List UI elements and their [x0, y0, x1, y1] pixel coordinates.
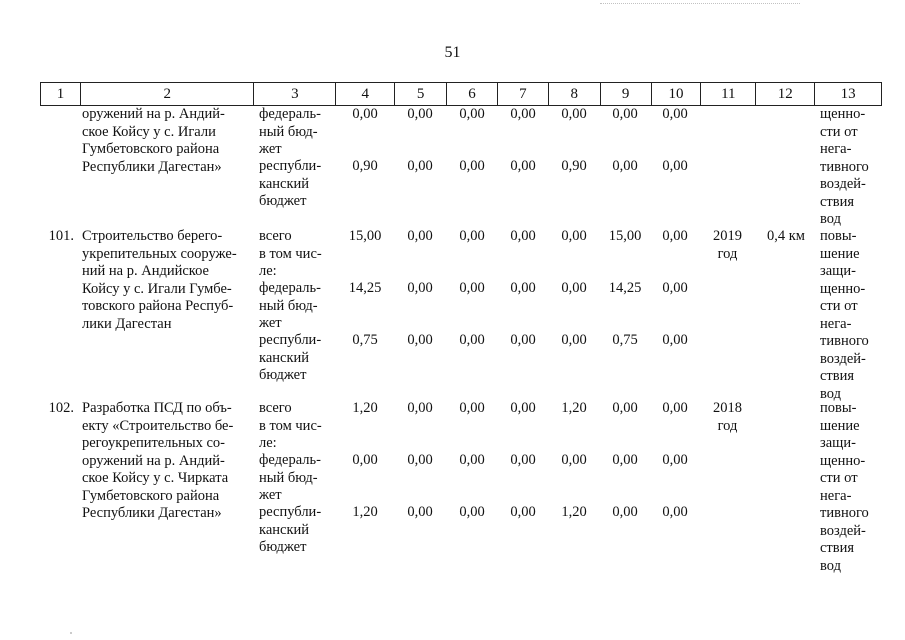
value-cell: 0,00	[510, 228, 536, 244]
header-col-9: 9	[601, 83, 652, 105]
value-cell: 0,00	[407, 400, 433, 416]
value-cell: 15,00	[608, 228, 642, 244]
value-cell: 0,00	[510, 332, 536, 348]
value-cell: 0,00	[459, 106, 485, 122]
row-description: Разработка ПСД по объ- екту «Строительство бе- регоукрепительных со- оружений на р. Андий- ское Койсу у с. Чирката Гумбетовского района Республики Дагестан»	[82, 400, 234, 521]
implementation-year: 2018 год	[713, 400, 742, 434]
value-cell: 15,00	[348, 228, 382, 244]
value-cell: 0,00	[407, 158, 433, 174]
value-cell: 0,00	[352, 106, 378, 122]
funding-source-label: республи- канский бюджет	[259, 158, 322, 209]
funding-source-label: всего в том чис- ле:	[259, 400, 322, 451]
expected-result: щенно- сти от нега- тивного воздей- ствия вод	[820, 106, 869, 227]
value-cell: 0,00	[407, 228, 433, 244]
value-cell: 0,00	[459, 452, 485, 468]
value-cell: 0,00	[662, 280, 688, 296]
header-col-5: 5	[395, 83, 447, 105]
funding-source-label: федераль- ный бюд- жет	[259, 280, 321, 331]
header-col-11: 11	[701, 83, 756, 105]
value-cell: 0,00	[612, 158, 638, 174]
value-cell: 0,00	[407, 106, 433, 122]
value-cell: 0,00	[612, 504, 638, 520]
funding-source-label: федераль- ный бюд- жет	[259, 106, 321, 157]
header-col-8: 8	[549, 83, 601, 105]
value-cell: 0,00	[662, 400, 688, 416]
value-cell: 0,00	[510, 106, 536, 122]
value-cell: 1,20	[561, 400, 587, 416]
scan-speck	[70, 632, 72, 634]
value-cell: 0,00	[510, 452, 536, 468]
expected-result: повы- шение защи- щенно- сти от нега- тивного воздей- ствия вод	[820, 228, 869, 402]
value-cell: 0,00	[407, 504, 433, 520]
value-cell: 0,90	[352, 158, 378, 174]
value-cell: 0,00	[407, 332, 433, 348]
value-cell: 0,00	[459, 332, 485, 348]
value-cell: 0,00	[459, 400, 485, 416]
value-cell: 0,00	[459, 228, 485, 244]
value-cell: 0,00	[612, 400, 638, 416]
value-cell: 0,00	[561, 280, 587, 296]
value-cell: 0,00	[612, 452, 638, 468]
scan-artifact	[600, 3, 800, 7]
header-col-7: 7	[498, 83, 549, 105]
implementation-year: 2019 год	[713, 228, 742, 262]
header-col-10: 10	[652, 83, 702, 105]
value-cell: 0,75	[612, 332, 638, 348]
value-cell: 0,00	[459, 158, 485, 174]
value-cell: 0,00	[662, 332, 688, 348]
value-cell: 0,00	[510, 158, 536, 174]
header-col-1: 1	[41, 83, 81, 105]
capacity-value: 0,4 км	[767, 228, 805, 244]
value-cell: 0,75	[352, 332, 378, 348]
value-cell: 1,20	[352, 504, 378, 520]
funding-source-label: республи- канский бюджет	[259, 332, 322, 383]
row-description: оружений на р. Андий- ское Койсу у с. Игали Гумбетовского района Республики Дагестан»	[82, 106, 225, 175]
table-header-row	[40, 82, 882, 106]
value-cell: 0,00	[459, 504, 485, 520]
value-cell: 0,00	[352, 452, 378, 468]
value-cell: 0,00	[662, 228, 688, 244]
value-cell: 0,00	[407, 452, 433, 468]
header-col-12: 12	[756, 83, 815, 105]
value-cell: 0,00	[561, 332, 587, 348]
value-cell: 0,90	[561, 158, 587, 174]
header-col-3: 3	[254, 83, 336, 105]
header-col-13: 13	[840, 85, 856, 102]
value-cell: 14,25	[608, 280, 642, 296]
value-cell: 0,00	[662, 452, 688, 468]
value-cell: 0,00	[510, 400, 536, 416]
value-cell: 0,00	[662, 504, 688, 520]
value-cell: 0,00	[510, 280, 536, 296]
value-cell: 1,20	[352, 400, 378, 416]
funding-source-label: республи- канский бюджет	[259, 504, 322, 555]
value-cell: 14,25	[348, 280, 382, 296]
value-cell: 0,00	[561, 228, 587, 244]
row-number: 102.	[48, 400, 74, 416]
header-col-4: 4	[336, 83, 395, 105]
value-cell: 0,00	[561, 452, 587, 468]
row-number: 101.	[48, 228, 74, 244]
page-number: 51	[444, 44, 461, 61]
value-cell: 1,20	[561, 504, 587, 520]
funding-source-label: федераль- ный бюд- жет	[259, 452, 321, 503]
value-cell: 0,00	[407, 280, 433, 296]
expected-result: повы- шение защи- щенно- сти от нега- тивного воздей- ствия вод	[820, 400, 869, 574]
row-description: Строительство берего- укрепительных сооруже- ний на р. Андийское Койсу у с. Игали Гумбе- товского района Респуб- лики Дагестан	[82, 228, 237, 332]
value-cell: 0,00	[612, 106, 638, 122]
value-cell: 0,00	[459, 280, 485, 296]
value-cell: 0,00	[662, 158, 688, 174]
value-cell: 0,00	[561, 106, 587, 122]
header-col-2: 2	[81, 83, 255, 105]
value-cell: 0,00	[510, 504, 536, 520]
funding-source-label: всего в том чис- ле:	[259, 228, 322, 279]
value-cell: 0,00	[662, 106, 688, 122]
header-col-6: 6	[447, 83, 498, 105]
